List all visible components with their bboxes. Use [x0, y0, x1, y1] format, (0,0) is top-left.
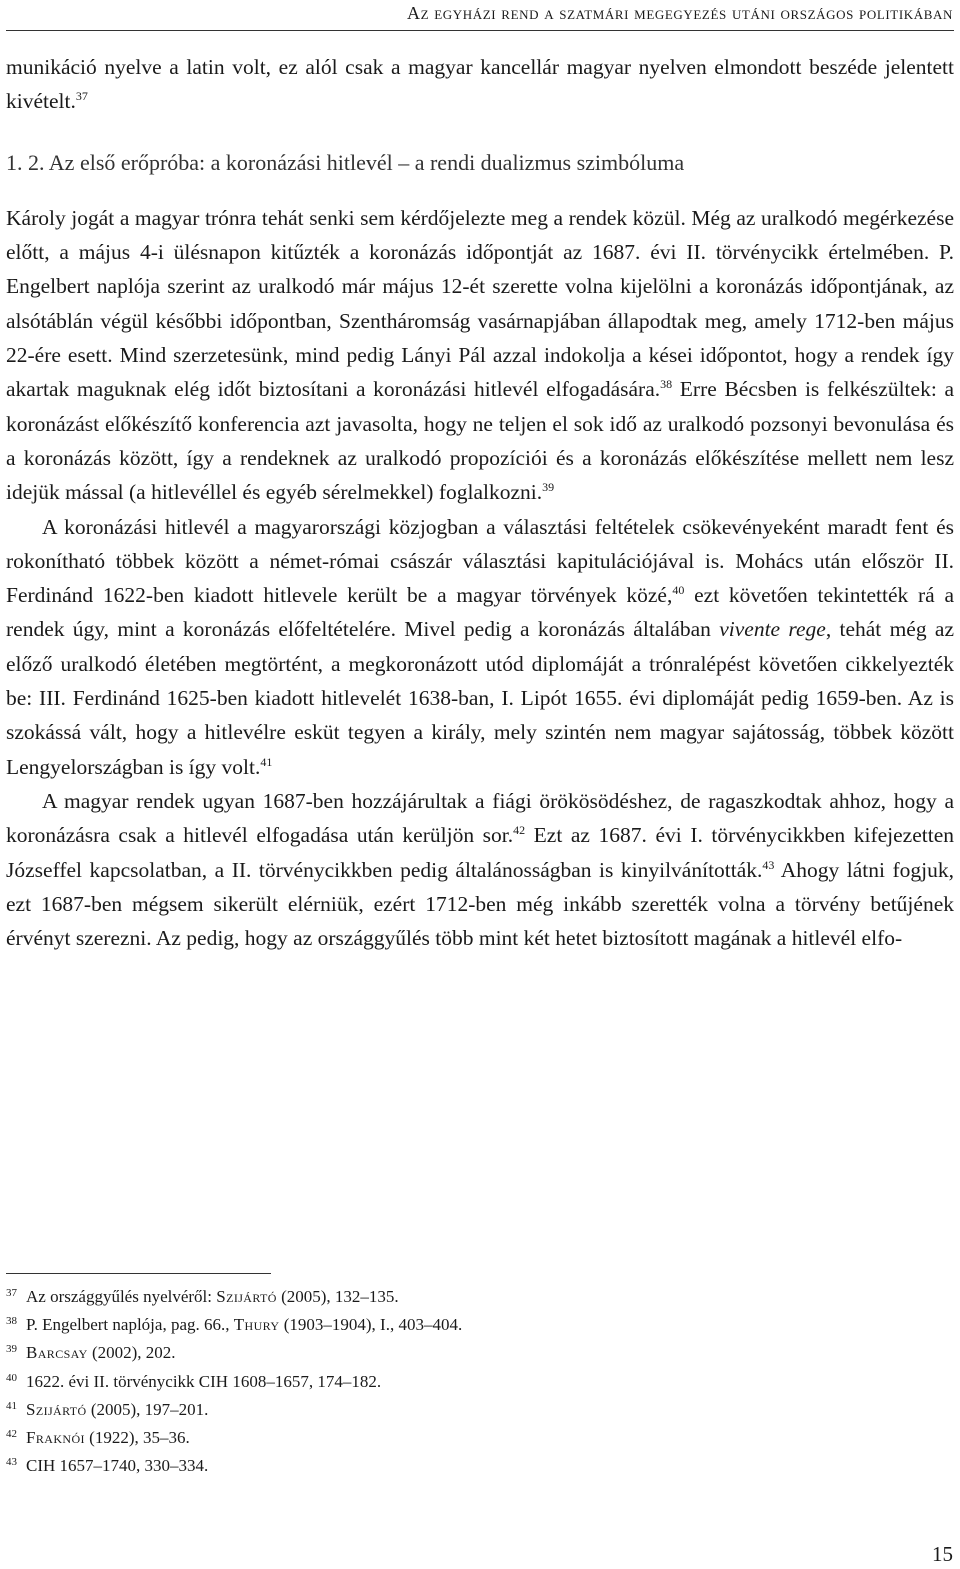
footnote-ref-38[interactable]: 38	[660, 377, 673, 392]
footnote-author: Szijártó	[216, 1287, 277, 1306]
footnote-43: 43 CIH 1657–1740, 330–334.	[6, 1456, 209, 1476]
footnote-41: 41 Szijártó (2005), 197–201.	[6, 1399, 209, 1419]
paragraph-1	[6, 50, 954, 119]
footnote-40: 40 1622. évi II. törvénycikk CIH 1608–1657, 174–182.	[6, 1371, 382, 1391]
paragraph-2	[6, 201, 954, 510]
footnote-text: (2005), 132–135.	[276, 1287, 399, 1306]
paragraph-3-text-c: , tehát még az előző uralkodó életében megtörtént, a megkoronázott utód diplomáját a trónralépést követően cikkelyezték be: III. Ferdinánd 1625-ben kiadott hitlevelét 1638-ban, I. Lipót 1655. évi diplomáját pedig 1659-ben. Az is szokássá vált, hogy a hitlevélre esküt tegyen a király, mely szintén nem magyar sajátosság, többek között Lengyelországban is így volt.	[6, 617, 954, 779]
latin-phrase: vivente rege	[719, 617, 826, 642]
footnote-39: 39 Barcsay (2002), 202.	[6, 1343, 176, 1363]
footnotes	[6, 1283, 954, 1480]
footnote-author: Thury	[233, 1315, 280, 1335]
footnote-text: P. Engelbert naplója, pag. 66.,	[26, 1315, 234, 1335]
footnote-ref-42[interactable]: 42	[513, 823, 526, 838]
footnote-ref-43[interactable]: 43	[762, 857, 775, 872]
paragraph-4-text-b: Ezt az 1687. évi I. törvénycikkben kifejezetten Józseffel kapcsolatban, a II. törvénycikkben pedig általánosságban is kinyilvánították.	[6, 823, 954, 882]
footnote-author: Szijártó	[26, 1399, 87, 1419]
paragraph-2-text-b: Erre Bécsben is felkészültek: a koronázást előkészítő konferencia azt javasolta, hogy ne teljen el sok idő az uralkodó pozsonyi bevonulása és a koronázás között, így a rendeknek az uralkodó propozíciói és a koronázás előkészítése mellett nem lesz idejük mással (a hitlevéllel és egyéb sérelmekkel) foglalkozni.	[6, 377, 955, 505]
footnote-ref-37[interactable]: 37	[75, 89, 88, 104]
footnote-text: Az országgyűlés nyelvéről:	[26, 1287, 217, 1306]
footnote-rule	[6, 1273, 271, 1274]
footnote-ref-40[interactable]: 40	[672, 583, 685, 598]
footnote-author: Barcsay	[26, 1343, 88, 1363]
paragraph-1-text: munikáció nyelve a latin volt, ez alól csak a magyar kancellár magyar nyelven elmondott beszéde jelentett kivételt.	[6, 55, 954, 114]
footnote-text: 1622. évi II. törvénycikk CIH 1608–1657, 174–182.	[26, 1371, 382, 1391]
footnote-author: Fraknói	[26, 1428, 85, 1448]
section-heading: 1. 2. Az első erőpróba: a koronázási hitlevél – a rendi dualizmus szimbóluma	[6, 149, 685, 175]
footnote-42: 42 Fraknói (1922), 35–36.	[6, 1428, 190, 1448]
footnote-ref-41[interactable]: 41	[260, 754, 273, 769]
paragraph-3-text-b: ezt követően tekintették rá a rendek úgy, mint a koronázás előfeltételére. Mivel pedig a koronázás általában	[6, 583, 955, 642]
footnote-38: 38 P. Engelbert naplója, pag. 66., Thury (1903–1904), I., 403–404.	[6, 1315, 463, 1335]
footnote-text: (1922), 35–36.	[84, 1428, 190, 1448]
body-text	[6, 50, 954, 955]
footnote-text: CIH 1657–1740, 330–334.	[26, 1456, 209, 1476]
footnote-text: (2002), 202.	[87, 1343, 176, 1363]
footnote-ref-39[interactable]: 39	[542, 480, 555, 495]
paragraph-3-text-a: A koronázási hitlevél a magyarországi közjogban a választási feltételek csökevényeként maradt fent és rokonítható többek között a német-római császár választási kapitulációjával is. Mohács után először II. Ferdinánd 1622-ben kiadott hitlevele került be a magyar törvények közé,	[6, 514, 954, 608]
paragraph-3	[6, 510, 954, 784]
paragraph-4	[6, 784, 954, 955]
running-head: Az egyházi rend a szatmári megegyezés utáni országos politikában	[407, 3, 953, 23]
footnote-37: 37 Az országgyűlés nyelvéről: Szijártó (2005), 132–135.	[6, 1287, 399, 1306]
paragraph-2-text-a: Károly jogát a magyar trónra tehát senki sem kérdőjelezte meg a rendek közül. Még az uralkodó megérkezése előtt, a május 4-i ülésnapon kitűzték a koronázás időpontját az 1687. évi II. törvénycikk értelmében. P. Engelbert naplója szerint az uralkodó már május 12-ét szerette volna kijelölni a koronázás időpontjának, az alsótáblán végül későbbi időpontban, Szentháromság vasárnapjában állapodtak meg, amely 1712-ben május 22-ére esett. Mind szerzetesünk, mind pedig Lányi Pál azzal indokolja a kései időpontot, hogy a rendek így akartak maguknak elég időt biztosítani a koronázási hitlevél elfogadására.	[6, 205, 954, 402]
paragraph-4-text-a: A magyar rendek ugyan 1687-ben hozzájárultak a fiági örökösödéshez, de ragaszkodtak ahhoz, hogy a koronázásra csak a hitlevél elfogadása után kerüljön sor.	[6, 788, 954, 848]
footnote-text: (2005), 197–201.	[86, 1399, 209, 1419]
header-rule	[6, 30, 954, 31]
paragraph-4-text-c: Ahogy látni fogjuk, ezt 1687-ben mégsem sikerült elérniük, ezért 1712-ben még inkább szerették volna a törvény betűjének érvényt szerezni. Az pedig, hogy az országgyűlés több mint két hetet biztosított magának a hitlevél elfo-	[6, 857, 954, 951]
page-number: 15	[932, 1542, 953, 1566]
footnote-text: (1903–1904), I., 403–404.	[279, 1315, 463, 1335]
